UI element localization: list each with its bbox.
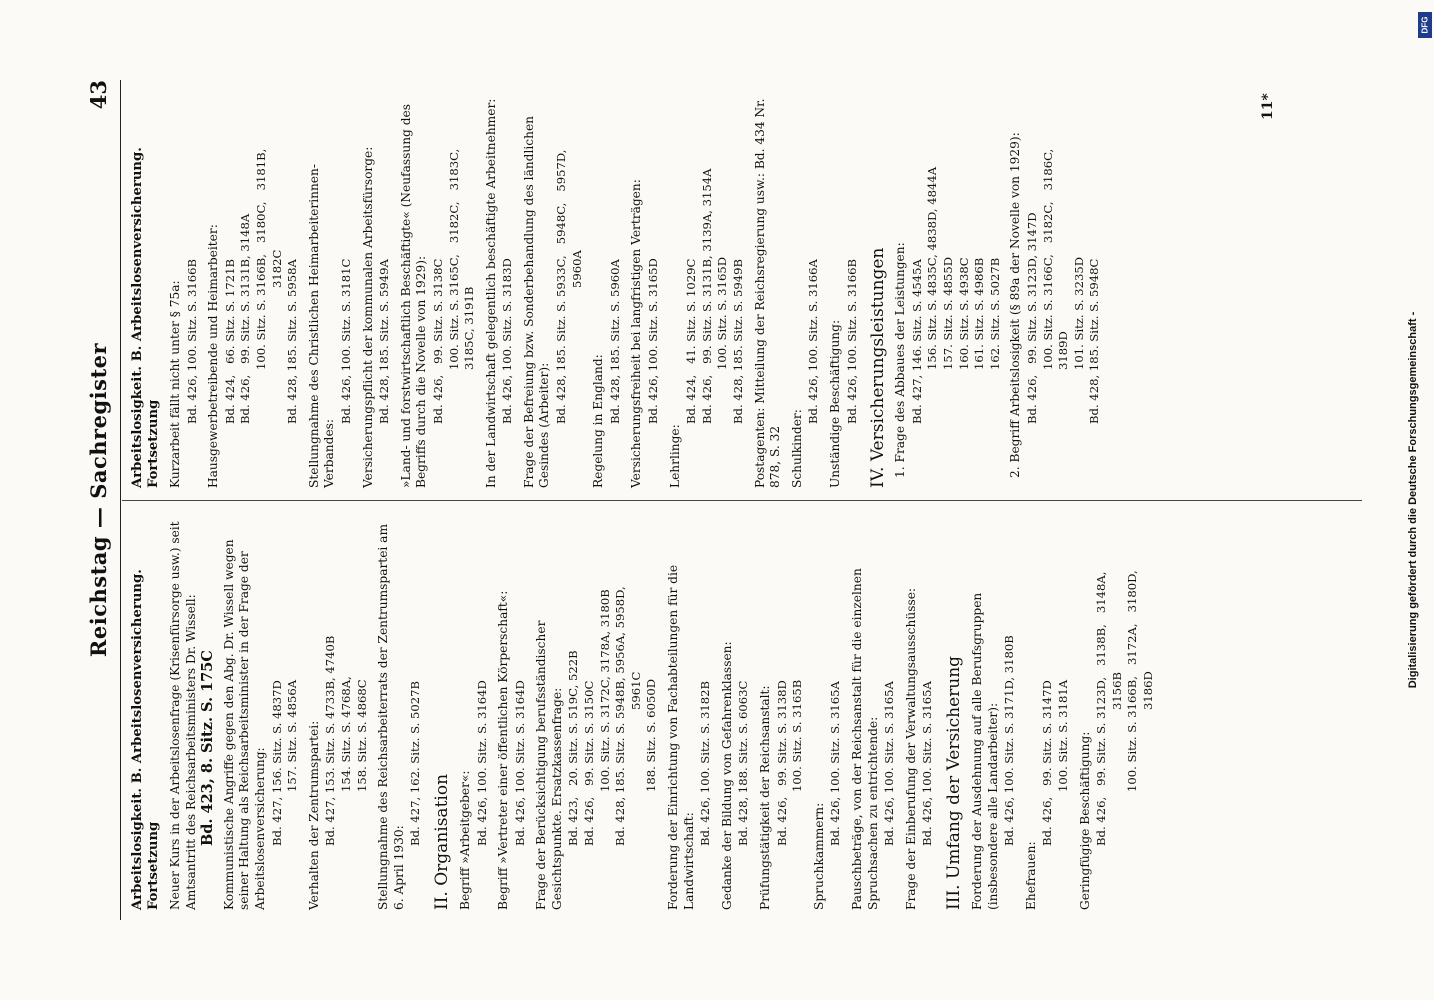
reference-line: Bd. 426, 99. Sitz. S. 3123D, 3147D: [1024, 212, 1039, 424]
index-entry: Pauschbeträge, von der Reichsanstalt für die einzelnen Spruchsachen zu entrichtende:: [849, 568, 880, 910]
reference-line: Bd. 426, 99. Sitz. S. 3131B, 3139A, 3154A: [699, 168, 714, 424]
reference-continuation: 100. Sitz. S. 3165B: [790, 679, 805, 792]
reference-line: Bd. 426, 100. Sitz. S. 3171D, 3180B: [1002, 635, 1017, 846]
reference-continuation: 157. Sitz. S. 4856A: [285, 679, 300, 792]
right-column: [130, 96, 1103, 488]
reference-line: Bd. 427, 156. Sitz. S. 4837D: [269, 680, 284, 846]
header-rule: [120, 80, 121, 920]
index-entry: »Land- und forstwirtschaftlich Beschäftigte« (Neufassung des Begriffs durch die Novelle von 1929):: [398, 104, 429, 488]
numbered-entry: 2. Begriff Arbeitslosigkeit (§ 89a der Novelle von 1929):: [1008, 132, 1023, 478]
reference-line: Bd. 426, 100. Sitz. S. 3165D: [646, 258, 661, 424]
reference-line: Bd. 426, 100. Sitz. S. 3182B: [698, 680, 713, 846]
side-note-text: Digitalisierung gefördert durch die Deutsche Forschungsgemeinschaft -: [1407, 311, 1419, 689]
reference-line: Bd. 428, 185. Sitz. S. 5960A: [607, 259, 622, 424]
reference-line: Bd. 426, 99. Sitz. S. 3123D, 3138B, 3148A,: [1094, 571, 1109, 846]
running-head: [86, 80, 116, 920]
index-entry: Forderung der Ausdehnung auf alle Berufsgruppen (insbesondere alle Landarbeiter):: [969, 592, 1000, 910]
reference-continuation: 100. Sitz. S. 3166B, 3180C, 3181B,: [253, 148, 268, 370]
reference-continuation: 3156B: [1109, 671, 1124, 710]
reference-line: Bd. 427, 162. Sitz. S. 5027B: [408, 680, 423, 846]
sub-entry: Regelung in England:: [591, 354, 606, 488]
reference-continuation: 100. Sitz. S. 3166C, 3182C, 3186C,: [1040, 148, 1055, 370]
index-entry: Spruchkammern:: [811, 802, 826, 910]
dfg-logo-text: DFG: [1420, 16, 1430, 34]
index-entry: Kurzarbeit fällt nicht unter § 75a:: [168, 280, 182, 488]
reference-continuation: 100. Sitz. S. 3165D: [715, 257, 730, 370]
index-entry: Begriff »Arbeitgeber«:: [457, 770, 472, 910]
reference-continuation: 3185C, 3191B: [462, 286, 477, 370]
left-column-entries: [168, 518, 1156, 910]
index-entry: Versicherungsfreiheit bei langfristigen Verträgen:: [629, 179, 644, 488]
reference-continuation: 5961C: [628, 671, 643, 710]
index-entry: Verhalten der Zentrumspartei:: [306, 720, 321, 910]
reference-line: Bd. 426, 100. Sitz. S. 3166A: [806, 259, 821, 424]
reference-continuation: 3186D: [1140, 671, 1155, 710]
reference-line: Bd. 424, 66. Sitz. S. 1721B: [222, 258, 237, 424]
section-heading: II. Organisation: [431, 773, 452, 910]
right-column-heading: Arbeitslosigkeit. B. Arbeitslosenversicherung. Fortsetzung: [130, 147, 161, 488]
reference-line: Bd. 426, 99. Sitz. S. 3131B, 3148A: [238, 213, 253, 424]
signature-mark: 11*: [1260, 93, 1276, 120]
reference-line: Bd. 428, 185. Sitz. S. 5948C: [1087, 258, 1102, 424]
reference-line: Bd. 426, 100. Sitz. S. 3165A: [920, 681, 935, 846]
reference-continuation: 160. Sitz. S. 4938C: [956, 257, 971, 370]
reference-line: Bd. 426, 99. Sitz. S. 3138C: [430, 258, 445, 424]
column-divider: [122, 500, 1362, 501]
index-entry: Unständige Beschäftigung:: [827, 319, 842, 488]
reference-line: Bd. 424, 41. Sitz. S. 1029C: [684, 258, 699, 424]
index-entry: Gedanke der Bildung von Gefahrenklassen:: [719, 641, 734, 910]
reference-continuation: 101. Sitz. S. 3235D: [1071, 257, 1086, 370]
index-entry: Prüfungstätigkeit der Reichsanstalt:: [758, 685, 772, 910]
reference-line: Bd. 428, 185. Sitz. S. 5933C, 5948C, 5957D,: [554, 149, 569, 424]
reference-line: Bd. 423, 20. Sitz. S. 519C, 522B: [566, 650, 581, 846]
index-entry: Begriff »Vertreter einer öffentlichen Körperschaft«:: [496, 590, 511, 910]
index-entry: Hausgewerbetreibende und Heimarbeiter:: [206, 224, 221, 488]
reference-line: Bd. 426, 100. Sitz. S. 3183D: [500, 258, 515, 424]
reference-line: Bd. 426, 99. Sitz. S. 3138D: [774, 680, 789, 846]
dfg-logo: [1418, 12, 1432, 38]
left-column-heading: Arbeitslosigkeit. B. Arbeitslosenversicherung. Fortsetzung: [130, 569, 161, 910]
index-entry: Schulkinder:: [789, 409, 804, 488]
reference-continuation: 161. Sitz. S. 4986B: [972, 257, 987, 370]
right-column-entries: [168, 96, 1103, 488]
reference-continuation: 100. Sitz. S. 3165C, 3182C, 3183C,: [446, 148, 461, 370]
section-heading: IV. Versicherungsleistungen: [868, 247, 889, 488]
reference-line: Bd. 426, 100. Sitz. S. 3181C: [338, 258, 353, 424]
reference-line: Bd. 426, 99. Sitz. S. 3150C: [582, 680, 597, 846]
reference-continuation: 5960A: [569, 250, 584, 288]
left-column: [130, 518, 1156, 910]
index-entry: Frage der Befreiung bzw. Sonderbehandlung des ländlichen Gesindes (Arbeiter):: [521, 115, 552, 488]
index-entry: Lehrlinge:: [667, 424, 682, 488]
index-entry: In der Landwirtschaft gelegentlich beschäftigte Arbeitnehmer:: [483, 98, 498, 488]
reference-continuation: 3182C: [269, 249, 284, 288]
index-entry: Kommunistische Angriffe gegen den Abg. Dr. Wissell wegen seiner Haltung als Reichsarbeitsminister in der Frage der Arbeitslosenversicherung:: [221, 539, 267, 910]
reference-line: Bd. 426, 99. Sitz. S. 3147D: [1040, 680, 1055, 846]
side-note: [1393, 10, 1433, 990]
index-entry: Stellungnahme des Reichsarbeiterrats der Zentrumspartei am 6. April 1930:: [376, 523, 406, 910]
reference-continuation: 154. Sitz. S. 4768A,: [338, 676, 353, 792]
reference-line: Bd. 426, 100. Sitz. S. 3166B: [184, 258, 199, 424]
index-entry: Versicherungspflicht der kommunalen Arbeitsfürsorge:: [360, 146, 375, 488]
reference-line: Bd. 426, 100. Sitz. S. 3165A: [828, 681, 843, 846]
reference-line: Bd. 427, 146. Sitz. S. 4545A: [909, 259, 924, 424]
reference-line: Bd. 428, 185. Sitz. S. 5949B: [731, 258, 745, 424]
reference-line: Bd. 428, 188. Sitz. S. 6063C: [736, 680, 751, 846]
reference-continuation: 158. Sitz. S. 4868C: [354, 679, 369, 792]
reference-continuation: 188. Sitz. S. 6050D: [644, 679, 659, 792]
reference-continuation: 100. Sitz. S. 3172C, 3178A, 3180B: [597, 589, 612, 792]
reference-line: Bd. 427, 153. Sitz. S. 4733B, 4740B: [323, 635, 338, 846]
index-entry: Postagenten: Mitteilung der Reichsregierung usw.: Bd. 434 Nr. 878, S. 32: [752, 98, 783, 488]
reference-continuation: 100. Sitz. S. 3166B, 3172A, 3180D,: [1125, 570, 1140, 792]
index-entry: Frage der Einberufung der Verwaltungsausschüsse:: [903, 587, 918, 910]
section-heading: III. Umfang der Versicherung: [943, 655, 964, 910]
reference-line: Bd. 426, 100. Sitz. S. 3166B: [844, 258, 859, 424]
index-entry: Geringfügige Beschäftigung:: [1077, 731, 1092, 910]
page-number: 43: [86, 80, 111, 110]
reference-line: Bd. 428, 185. Sitz. S. 5949A: [377, 259, 392, 424]
reference-continuation: 157. Sitz. S. 4855D: [940, 257, 955, 370]
reference-line: Bd. 423, 8. Sitz. S. 175C: [199, 650, 217, 846]
numbered-entry: 1. Frage des Abbaues der Leistungen:: [893, 242, 908, 478]
reference-continuation: 162. Sitz. S. 5027B: [987, 257, 1002, 370]
reference-line: Bd. 426, 100. Sitz. S. 3165A: [882, 681, 897, 846]
reference-continuation: 3189D: [1056, 331, 1071, 370]
reference-line: Bd. 428, 185. Sitz. S. 5958A: [285, 259, 300, 424]
index-entry: Forderung der Einrichtung von Fachabteilungen für die Landwirtschaft:: [666, 564, 696, 910]
index-entry: Frage der Berücksichtigung berufsständischer Gesichtspunkte. Ersatzkassenfrage:: [534, 620, 564, 910]
index-entry: Ehefrauen:: [1023, 841, 1038, 910]
running-head-title: Reichstag — Sachregister: [86, 342, 111, 658]
reference-continuation: 100. Sitz. S. 3181A: [1055, 679, 1070, 792]
reference-line: Bd. 426, 100. Sitz. S. 3164D: [474, 680, 489, 846]
reference-continuation: 156. Sitz. S. 4835C, 4838D, 4844A: [925, 166, 940, 370]
reference-line: Bd. 428, 185. Sitz. S. 5948B, 5956A, 5958D,: [613, 586, 628, 846]
index-entry: Neuer Kurs in der Arbeitslosenfrage (Krisenfürsorge usw.) seit Amtsantritt des Reichsarbeitsministers Dr. Wissell:: [168, 521, 198, 910]
index-entry: Stellungnahme des Christlichen Heimarbeiterinnen-Verbandes:: [306, 164, 337, 488]
reference-line: Bd. 426, 100. Sitz. S. 3164D: [512, 680, 527, 846]
